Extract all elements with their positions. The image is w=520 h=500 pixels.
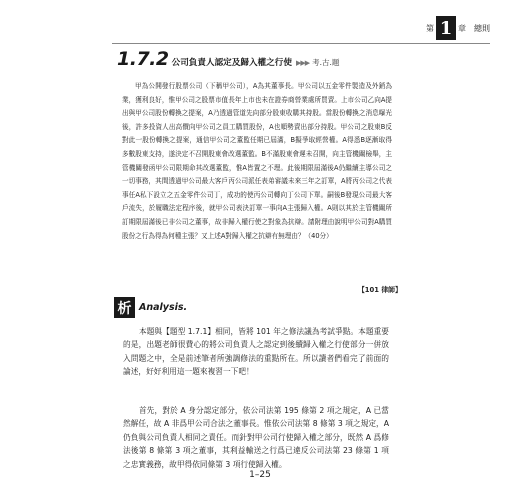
arrows-icon: ▶▶▶ xyxy=(295,59,310,67)
chapter-header xyxy=(426,15,490,41)
page-number: 1–25 xyxy=(249,470,271,480)
analysis-paragraph-2: 首先，對於 A 身分認定部分，依公司法第 195 條第 2 項之規定，A 已當然解任，故 A 非爲甲公司合法之董事長。惟依公司法第 8 條第 3 項之規定，A 仍負與公司負責人相同之責任。而針對甲公司行使歸入權之部分，既然 A 爲修法後第 8 條第 3 項之董事，其利益輸送之行爲已違反公司法第 23 條第 1 項之忠實義務，故甲得依同條第 3 項行使歸入權。 xyxy=(123,406,389,469)
section-number: 1.7.2 xyxy=(117,48,169,70)
section-title: 公司負責人認定及歸入權之行使 xyxy=(171,58,292,68)
question-text: 甲為公開發行股票公司（下稱甲公司），A為其董事長。甲公司以五金零件製造及外銷為業，獲利良好，惟甲公司之股票市值長年上市也未在證券商營業處所買賣。上市公司乙向A提出與甲公司股份轉換之提案，A乃透過管道先向部分股東收購其持股。當股份轉換之消息曝光後，許多投資人出高價向甲公司之員工購買股份，A也順勢賣出部分持股。甲公司之股東B反對此一股份轉換之提案，通信甲公司之董監任期已屆滿，B擬爭取經營權。A得悉B逐漸取得多數股東支持，遂決定不召開股東會改選董監。B不滿股東會遲未召開，向主管機關檢舉，主管機關發函甲公司限期命其改選董監，惟A皆置之不理。此後期限屆滿後A仍繼續主導公司之一切事務，其間透過甲公司最大客戶丙公司派任表弟審議未來三年之訂單，A將丙公司之代表事任A私下設立之五金零件公司丁，成功的使丙公司轉向丁公司下單。嗣後B發現公司最大客戶流失，於履職法定程序後，就甲公司表決訂單一事向A主張歸入權。A則以其於主管機關所訂期限屆滿後已非公司之董事，故非歸入權行使之對象為抗辯。請附理由說明甲公司對A購買股份之行為得為何種主張？又上述A對歸入權之抗辯有無理由？（40分） xyxy=(122,82,392,240)
analysis-paragraph-1: 本題與【題型 1.7.1】相同，皆將 101 年之修法議為考試爭點。本題重要的是，出題老師很費心的將公司負責人之認定到後續歸入權之行使部分一併放入問題之中，全是前述筆者所強調修法的重點所在。所以讀者們看完了前面的論述，好好利用這一題來複習一下吧！ xyxy=(123,327,389,377)
header-divider xyxy=(112,43,490,44)
section-heading xyxy=(117,48,497,74)
exam-tag: 考.古.題 xyxy=(312,58,340,67)
chapter-title: 總則 xyxy=(474,23,490,33)
question-source: 【101 律師】 xyxy=(358,286,402,294)
analysis-heading xyxy=(114,297,187,318)
analysis-icon: 析 xyxy=(114,297,135,318)
chapter-number-badge: 1 xyxy=(436,16,456,40)
analysis-label: Analysis. xyxy=(139,302,188,313)
chapter-suffix: 章 xyxy=(458,23,466,33)
chapter-prefix: 第 xyxy=(426,23,434,33)
